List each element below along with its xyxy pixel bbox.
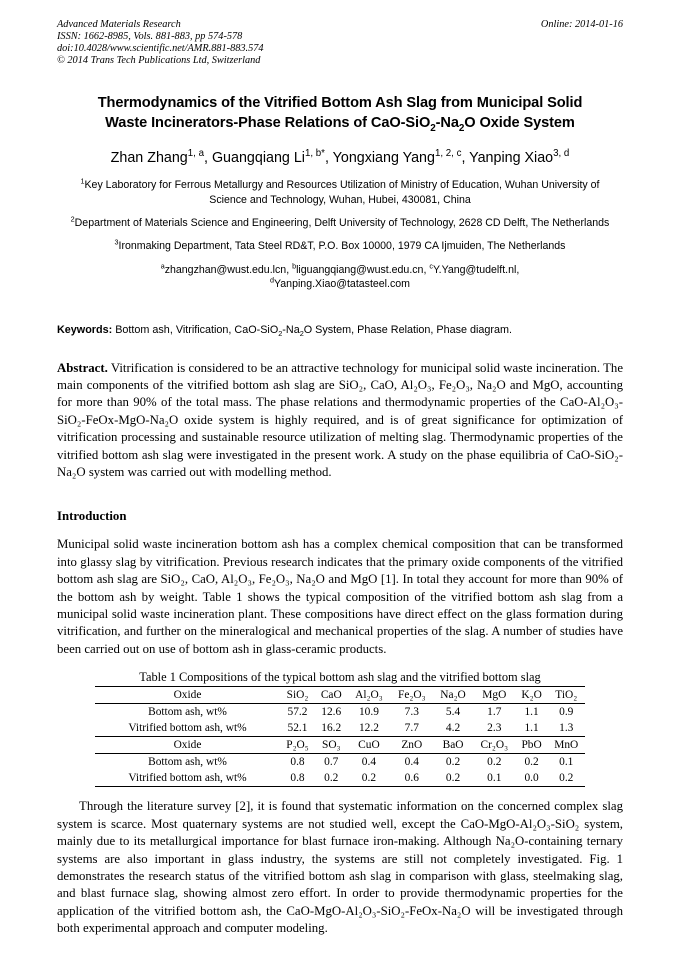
abstract (57, 360, 623, 482)
table-cell: 1.3 (559, 722, 574, 735)
table-cell: 0.2 (487, 756, 502, 769)
introduction-paragraph-1: Municipal solid waste incineration bottom ash has a complex chemical composition that can be transformed into glassy slag by vitrification. Previous research indicates that the primary oxide components of the vitrified bottom ash slag are SiO₂, CaO, Al₂O₃, Fe₂O₃, Na₂O and MgO [1]. In total they account for more than 90% of the bottom ash by weight. Table 1 shows the typical composition of the vitrified bottom ash slag from a municipal solid waste incineration plant. These compositions have direct effect on the glass formation during vitrification, and further on the mineralogical and mechanical properties of the slag. A number of studies have been carried out on use of bottom ash in glass-ceramic products. (57, 537, 623, 656)
table-header-oxide: Oxide (95, 687, 280, 704)
affiliation-marker: 3 (114, 237, 119, 247)
affiliation-text: Key Laboratory for Ferrous Metallurgy and Resources Utilization of Ministry of Education, Wuhan University of Science and Technology, Wuhan, Hubei, 430081, China (84, 179, 600, 206)
author-affiliation-marker: 1, 2, c (434, 148, 462, 160)
table-cell: 0.2 (445, 756, 461, 769)
table-row (95, 770, 585, 787)
section-heading-introduction: Introduction (57, 509, 127, 524)
online-date: Online: 2014-01-16 (540, 19, 623, 30)
table-cell: 2.3 (487, 722, 502, 735)
table-1-container (57, 670, 623, 787)
author-emails (57, 263, 623, 291)
table-row-label: Vitrified bottom ash, wt% (95, 770, 280, 787)
table-header-cell: SO₃ (315, 737, 347, 754)
table-row (95, 754, 585, 771)
author-affiliation-marker: 1, a (187, 148, 204, 160)
table-header-row (95, 687, 585, 704)
author-name: Guangqiang Li (211, 150, 305, 167)
affiliation-2 (57, 216, 623, 230)
abstract-label: Abstract. (57, 360, 108, 375)
title-line-2-pre: Waste Incinerators-Phase Relations of CaO-SiO (105, 115, 431, 132)
keywords-sub-1: 2 (278, 328, 283, 338)
table-cell: 1.1 (524, 706, 539, 719)
table-cell: 0.4 (361, 756, 377, 769)
table-1 (95, 686, 585, 787)
table-cell: 0.7 (324, 756, 339, 769)
table-cell: 0.0 (516, 770, 548, 787)
table-cell: 0.2 (524, 756, 539, 769)
email-address[interactable]: Y.Yang@tudelft.nl (432, 264, 517, 277)
table-header-cell: TiO₂ (548, 687, 586, 704)
author (212, 150, 333, 166)
affiliation-marker: 1 (80, 176, 85, 186)
table-header-cell: CuO (348, 737, 391, 754)
title-line-2-post: O Oxide System (464, 115, 575, 132)
table-row-label: Bottom ash, wt% (148, 756, 227, 769)
table-header-cell: Na₂O (433, 687, 473, 704)
title-sub-1: 2 (430, 123, 436, 135)
table-cell: 1.7 (487, 706, 502, 719)
table-cell: 0.1 (559, 756, 574, 769)
table-header-cell: CaO (315, 687, 347, 704)
table-header-row (95, 737, 585, 754)
email-marker: b (292, 261, 297, 271)
title-sub-2: 2 (458, 123, 465, 135)
journal-copyright: © 2014 Trans Tech Publications Ltd, Switzerland (57, 55, 261, 67)
affiliation-3 (57, 239, 623, 253)
table-cell: 0.2 (315, 770, 347, 787)
author-name: Yongxiang Yang (332, 150, 435, 167)
table-header-oxide: Oxide (95, 737, 280, 754)
email-address[interactable]: zhangzhan@wust.edu.lcn (164, 264, 287, 277)
keywords-mid: -Na (282, 323, 300, 336)
table-cell: 10.9 (358, 706, 379, 719)
table-cell: 12.6 (321, 706, 342, 719)
table-header-cell: P₂O₅ (280, 737, 315, 754)
table-cell: 4.2 (445, 722, 461, 735)
table-cell: 0.9 (559, 706, 574, 719)
table-cell: 0.8 (280, 770, 315, 787)
table-cell: 0.4 (404, 756, 419, 769)
affiliation-text: Ironmaking Department, Tata Steel RD&T, P.O. Box 10000, 1979 CA Ijmuiden, The Netherlands (118, 239, 566, 252)
author-name: Zhan Zhang (110, 150, 188, 167)
author-separator: , (203, 150, 212, 167)
journal-doi: doi:10.4028/www.scientific.net/AMR.881-883.574 (57, 43, 264, 55)
author-separator: , (324, 150, 333, 167)
email-address[interactable]: liguangqiang@wust.edu.cn (296, 264, 424, 277)
table-cell: 5.4 (445, 706, 461, 719)
email-marker: a (160, 261, 165, 271)
title-line-1: Thermodynamics of the Vitrified Bottom Ash Slag from Municipal Solid (97, 95, 583, 112)
table-cell: 57.2 (287, 706, 308, 719)
table-header-cell: K₂O (516, 687, 548, 704)
author-affiliation-marker: 3, d (553, 148, 570, 160)
author-list (57, 149, 623, 167)
keywords-label: Keywords: (57, 323, 113, 336)
journal-issn: ISSN: 1662-8985, Vols. 881-883, pp 574-578 (57, 31, 243, 43)
title-line-2-mid: -Na (435, 115, 459, 132)
table-header-cell: PbO (516, 737, 548, 754)
keywords-post: O System, Phase Relation, Phase diagram. (303, 323, 513, 336)
table-row (95, 720, 585, 737)
page-content (57, 19, 623, 938)
table-cell: 0.8 (290, 756, 305, 769)
author-affiliation-marker: 1, b* (304, 148, 325, 160)
table-cell: 0.6 (390, 770, 433, 787)
table-cell: 1.1 (524, 722, 539, 735)
table-row-label: Vitrified bottom ash, wt% (128, 722, 247, 735)
table-cell: 16.2 (321, 722, 342, 735)
journal-header (57, 19, 623, 67)
table-cell: 0.2 (348, 770, 391, 787)
table-header-cell: MgO (473, 687, 516, 704)
email-address[interactable]: Yanping.Xiao@tatasteel.com (274, 278, 410, 291)
table-cell: 0.2 (433, 770, 473, 787)
keywords (57, 323, 623, 337)
table-cell: 0.1 (473, 770, 516, 787)
table-row (95, 704, 585, 721)
table-cell: 52.1 (287, 722, 308, 735)
email-marker: c (429, 261, 433, 271)
email-separator: , (286, 264, 293, 277)
table-header-cell: Al₂O₃ (348, 687, 391, 704)
table-1-caption: Table 1 Compositions of the typical bottom ash slag and the vitrified bottom slag (139, 670, 541, 685)
table-header-cell: MnO (548, 737, 586, 754)
page-title (57, 93, 623, 133)
journal-name: Advanced Materials Research (57, 19, 181, 30)
affiliation-text: Department of Materials Science and Engineering, Delft University of Technology, 2628 CD Delft, The Netherlands (74, 216, 610, 229)
table-row-label: Bottom ash, wt% (148, 706, 227, 719)
email-separator: , (516, 264, 520, 277)
introduction-paragraph-2: Through the literature survey [2], it is found that systematic information on the concerned complex slag system is scarce. Most quaternary systems are not studied well, except the CaO-MgO-Al₂O₃-SiO₂ system, mainly due to its metallurgical importance for blast furnace iron-making. Although Na₂O-containing ternary systems are also important in glass industry, the systems are still not completely investigated. Fig. 1 demonstrates the research status of the vitrified bottom ash slag in comparison with glass, steelmaking slag, and blast furnace slag, showing almost zero effort. In order to provide thermodynamic properties for the application of the vitrified bottom ash, the CaO-MgO-Al₂O₃-SiO₂-FeOx-Na₂O will be investigated through both experimental approach and computer modeling. (57, 799, 623, 936)
keywords-pre: Bottom ash, Vitrification, CaO-SiO (112, 323, 279, 336)
email-separator: , (423, 264, 430, 277)
affiliation-marker: 2 (70, 214, 75, 224)
table-header-cell: BaO (433, 737, 473, 754)
author-separator: , (461, 150, 470, 167)
email-marker: d (270, 275, 274, 285)
author (469, 150, 569, 166)
table-header-cell: SiO₂ (280, 687, 315, 704)
abstract-text: Vitrification is considered to be an attractive technology for municipal solid waste incineration. The main components of the vitrified bottom ash slag are SiO₂, CaO, Al₂O₃, Fe₂O₃, Na₂O and MgO, accounting for more than 90% of the total mass. The phase relations and thermodynamic properties of the CaO-Al₂O₃-SiO₂-FeOx-MgO-Na₂O oxide system is highly required, and is of great significance for optimization of vitrification processing and sustainable resource utilization of melting slag. Thermodynamic properties of the vitrified bottom ash slag were investigated in the present work. A study on the phase equilibria of CaO-SiO₂-Na₂O system was carried out with modelling method. (57, 360, 623, 480)
table-header-cell: Fe₂O₃ (390, 687, 433, 704)
table-header-cell: Cr₂O₃ (473, 737, 516, 754)
table-cell: 12.2 (358, 722, 379, 735)
author (111, 150, 212, 166)
table-cell: 0.2 (548, 770, 586, 787)
table-cell: 7.7 (404, 722, 419, 735)
author (333, 150, 469, 166)
table-header-cell: ZnO (390, 737, 433, 754)
author-name: Yanping Xiao (469, 150, 554, 167)
keywords-sub-2: 2 (299, 328, 304, 338)
affiliation-1 (57, 178, 623, 206)
table-cell: 7.3 (404, 706, 419, 719)
